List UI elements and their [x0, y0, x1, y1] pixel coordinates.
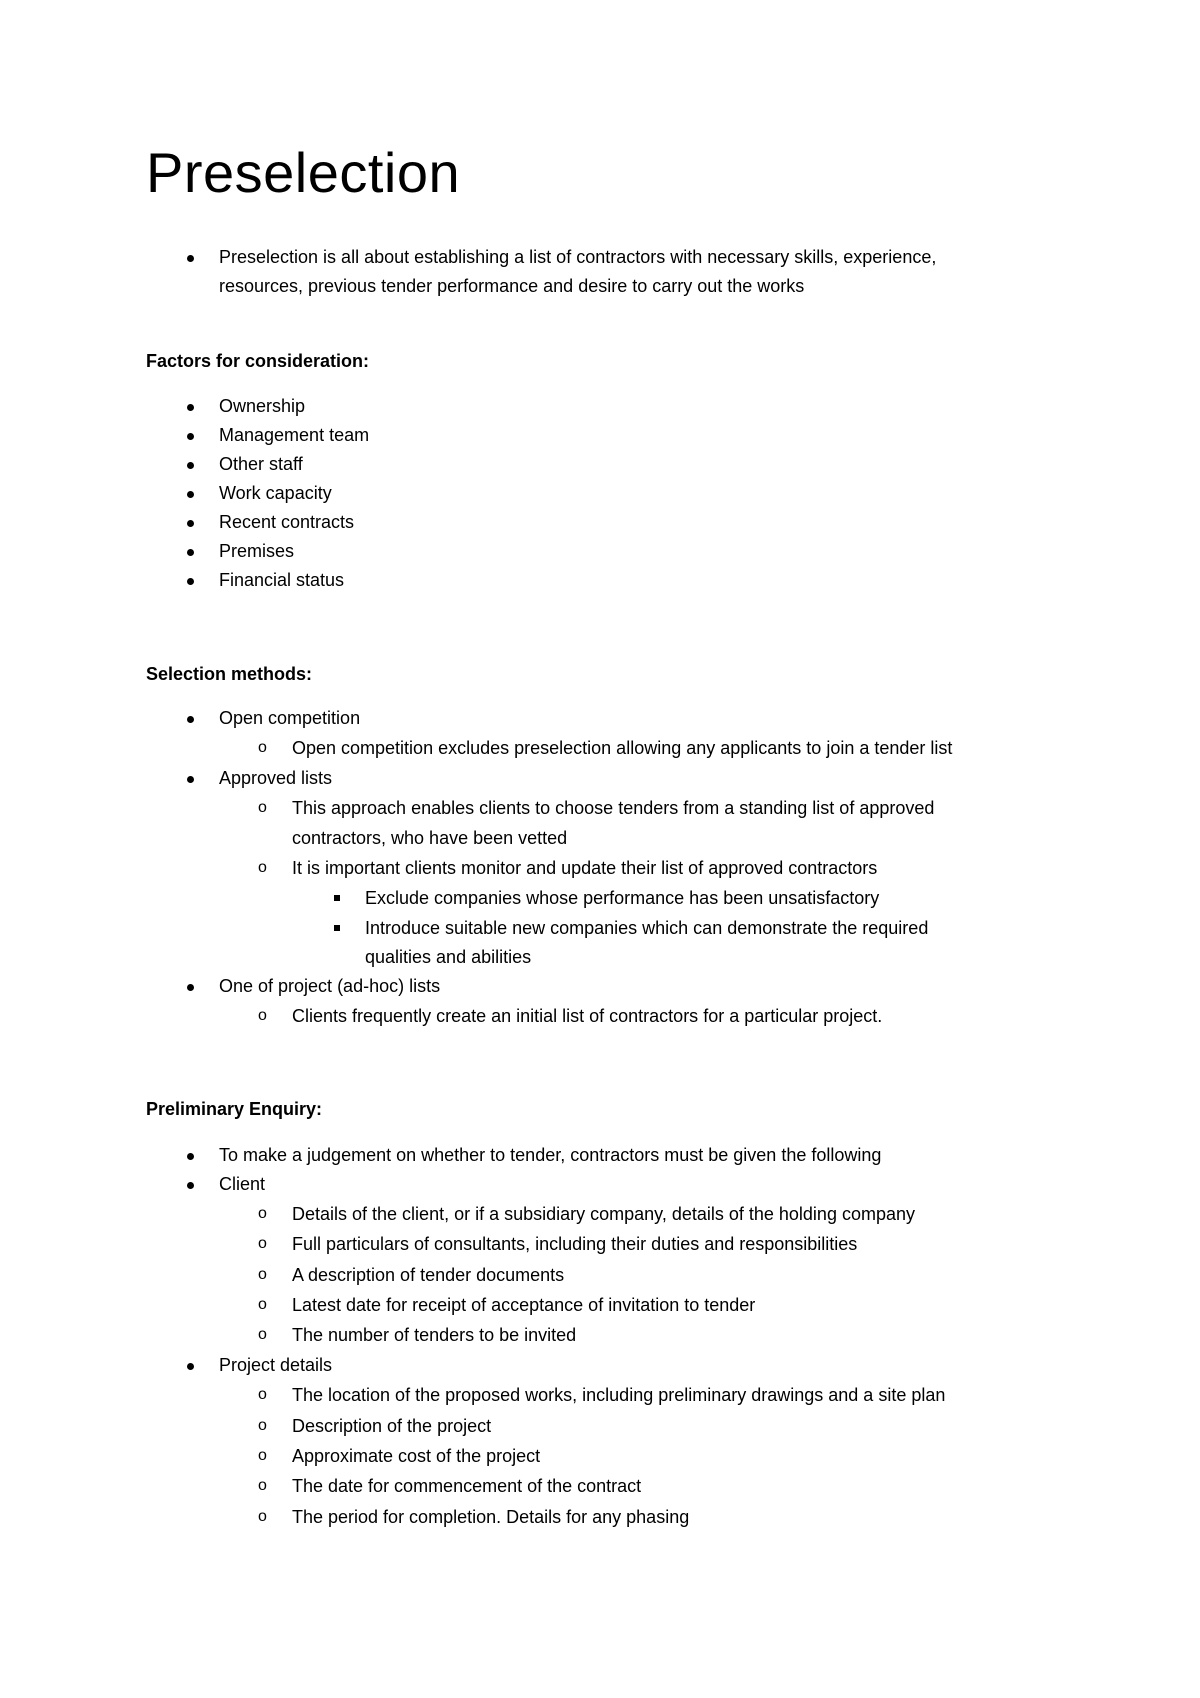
methods-heading: Selection methods:: [146, 664, 313, 684]
enquiry-project-item: The date for commencement of the contract: [292, 1476, 642, 1496]
factor-item: Recent contracts: [219, 512, 355, 532]
factor-item: Other staff: [219, 454, 303, 474]
bullet-marker: [187, 549, 194, 556]
enquiry-intro: To make a judgement on whether to tender, contractors must be given the following: [219, 1145, 882, 1165]
circle-marker: o: [258, 1326, 267, 1343]
bullet-marker: [187, 520, 194, 527]
circle-marker: o: [258, 1266, 267, 1283]
bullet-marker: [187, 433, 194, 440]
enquiry-client-label: Client: [219, 1174, 266, 1194]
enquiry-project-item: The period for completion. Details for any phasing: [292, 1507, 690, 1527]
enquiry-project-item: Approximate cost of the project: [292, 1446, 541, 1466]
method-approved-detail-2a: Exclude companies whose performance has been unsatisfactory: [365, 888, 880, 908]
method-approved-label: Approved lists: [219, 768, 333, 788]
circle-marker: o: [258, 1386, 267, 1403]
circle-marker: o: [258, 1296, 267, 1313]
circle-marker: o: [258, 1235, 267, 1252]
circle-marker: o: [258, 799, 267, 816]
bullet-marker: [187, 1363, 194, 1370]
bullet-marker: [187, 984, 194, 991]
bullet-marker: [187, 1182, 194, 1189]
factor-item: Work capacity: [219, 483, 332, 503]
circle-marker: o: [258, 1447, 267, 1464]
factors-heading: Factors for consideration:: [146, 351, 370, 371]
enquiry-client-item: Latest date for receipt of acceptance of invitation to tender: [292, 1295, 756, 1315]
enquiry-heading: Preliminary Enquiry:: [146, 1099, 323, 1119]
circle-marker: o: [258, 1417, 267, 1434]
circle-marker: o: [258, 1007, 267, 1024]
circle-marker: o: [258, 1205, 267, 1222]
bullet-marker: [187, 255, 194, 262]
method-approved-detail-2b-2: qualities and abilities: [365, 947, 532, 967]
method-approved-detail-1a: This approach enables clients to choose tenders from a standing list of approved: [292, 798, 935, 818]
page-title: Preselection: [146, 141, 461, 204]
bullet-marker: [187, 776, 194, 783]
method-approved-detail-1b: contractors, who have been vetted: [292, 828, 568, 848]
factor-item: Financial status: [219, 570, 345, 590]
square-marker: [334, 925, 340, 931]
circle-marker: o: [258, 1508, 267, 1525]
enquiry-project-item: Description of the project: [292, 1416, 492, 1436]
enquiry-client-item: Full particulars of consultants, including their duties and responsibilities: [292, 1234, 858, 1254]
circle-marker: o: [258, 739, 267, 756]
circle-marker: o: [258, 1477, 267, 1494]
enquiry-project-item: The location of the proposed works, including preliminary drawings and a site plan: [292, 1385, 946, 1405]
enquiry-client-item: A description of tender documents: [292, 1265, 565, 1285]
square-marker: [334, 895, 340, 901]
bullet-marker: [187, 716, 194, 723]
method-open-label: Open competition: [219, 708, 361, 728]
method-approved-detail-2b-1: Introduce suitable new companies which can demonstrate the required: [365, 918, 929, 938]
method-approved-detail-2: It is important clients monitor and update their list of approved contractors: [292, 858, 878, 878]
bullet-marker: [187, 1153, 194, 1160]
method-adhoc-label: One of project (ad-hoc) lists: [219, 976, 441, 996]
enquiry-project-label: Project details: [219, 1355, 333, 1375]
intro-line-1: Preselection is all about establishing a list of contractors with necessary skills, experience,: [219, 247, 937, 267]
factor-item: Premises: [219, 541, 295, 561]
enquiry-client-item: The number of tenders to be invited: [292, 1325, 577, 1345]
circle-marker: o: [258, 859, 267, 876]
bullet-marker: [187, 491, 194, 498]
enquiry-client-item: Details of the client, or if a subsidiary company, details of the holding company: [292, 1204, 915, 1224]
bullet-marker: [187, 404, 194, 411]
intro-line-2: resources, previous tender performance and desire to carry out the works: [219, 276, 805, 296]
factor-item: Management team: [219, 425, 370, 445]
factor-item: Ownership: [219, 396, 306, 416]
method-adhoc-detail: Clients frequently create an initial list of contractors for a particular project.: [292, 1006, 883, 1026]
bullet-marker: [187, 578, 194, 585]
method-open-detail: Open competition excludes preselection allowing any applicants to join a tender list: [292, 738, 953, 758]
bullet-marker: [187, 462, 194, 469]
